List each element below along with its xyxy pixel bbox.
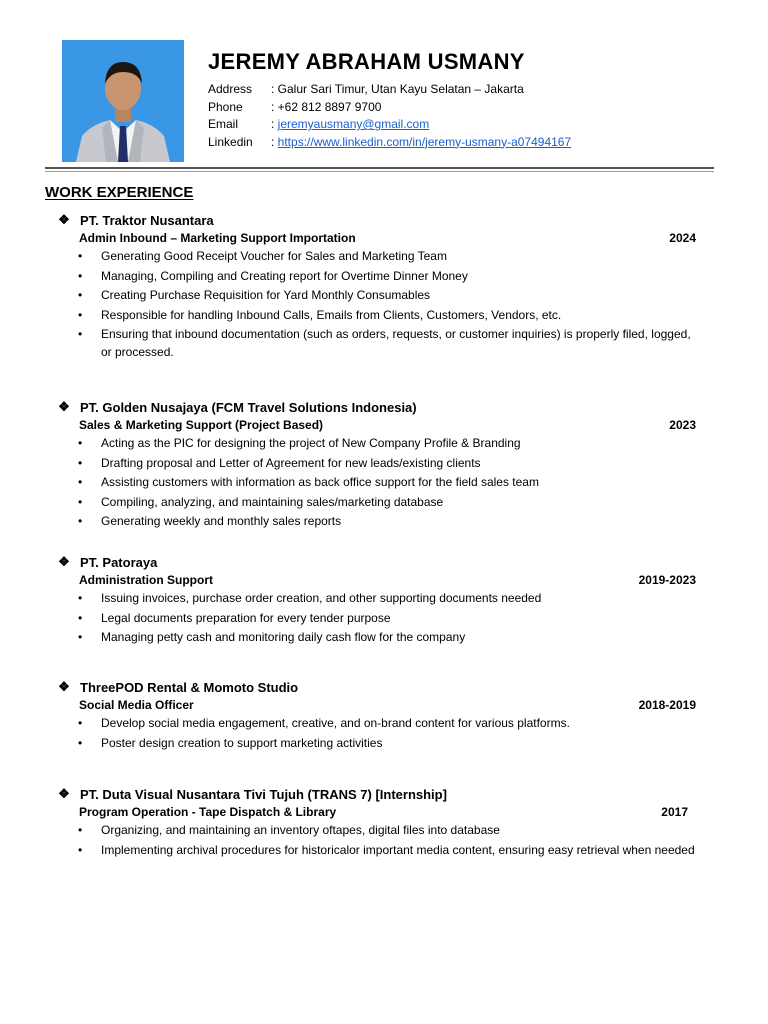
role-title: Sales & Marketing Support (Project Based) bbox=[79, 418, 324, 432]
bullet-icon: • bbox=[78, 436, 83, 450]
duty-item bbox=[56, 822, 696, 840]
duty-item bbox=[56, 287, 696, 305]
duty-list bbox=[56, 248, 696, 361]
section-title-work-experience: WORK EXPERIENCE bbox=[45, 184, 194, 201]
contact-label: Phone bbox=[208, 99, 243, 114]
company-name: PT. Patoraya bbox=[80, 554, 158, 570]
duty-text: Managing petty cash and monitoring daily cash flow for the company bbox=[101, 630, 466, 644]
duty-text: Creating Purchase Requisition for Yard Monthly Consumables bbox=[101, 288, 431, 302]
contact-label: Address bbox=[208, 82, 253, 96]
job-year: 2023 bbox=[669, 418, 696, 432]
role-row bbox=[79, 696, 696, 714]
contact-label: Linkedin bbox=[208, 134, 253, 149]
bullet-icon: • bbox=[78, 842, 83, 857]
duty-item bbox=[56, 590, 696, 608]
duty-item bbox=[56, 610, 696, 628]
job-year: 2024 bbox=[669, 231, 696, 245]
job-entry-5 bbox=[56, 785, 696, 861]
duty-item bbox=[56, 513, 696, 531]
bullet-icon: • bbox=[78, 716, 83, 730]
duty-list bbox=[56, 590, 696, 647]
contact-separator: : bbox=[271, 117, 278, 131]
job-year: 2018-2019 bbox=[638, 698, 696, 712]
company-row bbox=[56, 398, 696, 416]
role-row bbox=[79, 416, 696, 434]
duty-text: Generating Good Receipt Voucher for Sales and Marketing Team bbox=[101, 249, 447, 263]
duty-text: Generating weekly and monthly sales reports bbox=[101, 514, 342, 528]
duty-text: Implementing archival procedures for historicalor important media content, ensuring easy retrieval when needed bbox=[101, 842, 695, 857]
bullet-icon: • bbox=[78, 249, 83, 263]
duty-text: Ensuring that inbound documentation (such as orders, requests, or customer inquiries) is properly filed, logged, or processed. bbox=[101, 327, 691, 359]
bullet-icon: • bbox=[78, 307, 83, 322]
bullet-icon: • bbox=[78, 514, 83, 528]
contact-block bbox=[208, 81, 571, 151]
company-row bbox=[56, 553, 696, 571]
role-title: Program Operation - Tape Dispatch & Library bbox=[79, 805, 337, 819]
bullet-icon: • bbox=[78, 823, 83, 837]
bullet-icon: • bbox=[78, 494, 83, 509]
diamond-bullet-icon: ❖ bbox=[58, 554, 70, 569]
role-row bbox=[79, 803, 696, 821]
profile-photo-image bbox=[62, 40, 184, 162]
diamond-bullet-icon: ❖ bbox=[58, 212, 70, 227]
role-title: Administration Support bbox=[79, 573, 213, 587]
company-name: PT. Traktor Nusantara bbox=[80, 212, 214, 228]
company-row bbox=[56, 678, 696, 696]
duty-list bbox=[56, 822, 696, 859]
contact-value: : +62 812 8897 9700 bbox=[271, 99, 382, 114]
job-entry-2 bbox=[56, 398, 696, 533]
contact-separator: : bbox=[271, 134, 278, 149]
duty-item bbox=[56, 842, 696, 860]
company-row bbox=[56, 211, 696, 229]
header-divider-thin bbox=[45, 171, 714, 172]
duty-text: Organizing, and maintaining an inventory oftapes, digital files into database bbox=[101, 823, 500, 837]
duty-text: Legal documents preparation for every tender purpose bbox=[101, 610, 391, 625]
diamond-bullet-icon: ❖ bbox=[58, 786, 70, 801]
bullet-icon: • bbox=[78, 591, 83, 605]
bullet-icon: • bbox=[78, 475, 83, 489]
role-row bbox=[79, 229, 696, 247]
company-name: PT. Duta Visual Nusantara Tivi Tujuh (TRANS 7) [Internship] bbox=[80, 786, 447, 802]
role-title: Admin Inbound – Marketing Support Importation bbox=[79, 231, 356, 245]
duty-list bbox=[56, 435, 696, 531]
contact-phone bbox=[208, 99, 571, 117]
bullet-icon: • bbox=[78, 735, 83, 750]
job-entry-4 bbox=[56, 678, 696, 754]
header-divider bbox=[45, 167, 714, 169]
job-entry-3 bbox=[56, 553, 696, 649]
duty-item bbox=[56, 435, 696, 453]
profile-photo bbox=[62, 40, 184, 162]
contact-value: : Galur Sari Timur, Utan Kayu Selatan – Jakarta bbox=[271, 82, 524, 96]
linkedin-link[interactable]: https://www.linkedin.com/in/jeremy-usmany-a07494167 bbox=[277, 134, 572, 149]
company-name: PT. Golden Nusajaya (FCM Travel Solutions Indonesia) bbox=[80, 399, 417, 415]
contact-address bbox=[208, 81, 571, 99]
role-row bbox=[79, 571, 696, 589]
diamond-bullet-icon: ❖ bbox=[58, 399, 70, 414]
contact-label: Email bbox=[208, 117, 239, 131]
job-year: 2019-2023 bbox=[638, 573, 696, 587]
duty-item bbox=[56, 268, 696, 286]
duty-text: Assisting customers with information as back office support for the field sales team bbox=[101, 475, 539, 489]
duty-item bbox=[56, 494, 696, 512]
duty-text: Drafting proposal and Letter of Agreement for new leads/existing clients bbox=[101, 455, 481, 470]
duty-text: Issuing invoices, purchase order creation, and other supporting documents needed bbox=[101, 591, 542, 605]
duty-text: Compiling, analyzing, and maintaining sales/marketing database bbox=[101, 494, 444, 509]
duty-item bbox=[56, 715, 696, 733]
bullet-icon: • bbox=[78, 268, 83, 283]
bullet-icon: • bbox=[78, 630, 83, 644]
duty-item bbox=[56, 248, 696, 266]
contact-email bbox=[208, 116, 571, 134]
company-name: ThreePOD Rental & Momoto Studio bbox=[80, 679, 299, 695]
duty-text: Develop social media engagement, creative, and on-brand content for various platforms. bbox=[101, 716, 570, 730]
duty-item bbox=[56, 629, 696, 647]
duty-text: Poster design creation to support marketing activities bbox=[101, 735, 383, 750]
duty-item bbox=[56, 455, 696, 473]
job-entry-1 bbox=[56, 211, 696, 363]
company-row bbox=[56, 785, 696, 803]
duty-item bbox=[56, 474, 696, 492]
bullet-icon: • bbox=[78, 610, 83, 625]
duty-text: Acting as the PIC for designing the project of New Company Profile & Branding bbox=[101, 436, 521, 450]
email-link[interactable]: jeremyausmany@gmail.com bbox=[277, 117, 430, 131]
bullet-icon: • bbox=[78, 288, 83, 302]
candidate-name: JEREMY ABRAHAM USMANY bbox=[208, 49, 525, 74]
duty-text: Responsible for handling Inbound Calls, Emails from Clients, Customers, Vendors, etc. bbox=[101, 307, 562, 322]
bullet-icon: • bbox=[78, 327, 83, 341]
duty-list bbox=[56, 715, 696, 752]
duty-text: Managing, Compiling and Creating report for Overtime Dinner Money bbox=[101, 268, 468, 283]
duty-item bbox=[56, 735, 696, 753]
role-title: Social Media Officer bbox=[79, 698, 194, 712]
bullet-icon: • bbox=[78, 455, 83, 470]
job-year: 2017 bbox=[661, 805, 688, 819]
duty-item bbox=[56, 326, 696, 361]
duty-item bbox=[56, 307, 696, 325]
diamond-bullet-icon: ❖ bbox=[58, 679, 70, 694]
contact-linkedin bbox=[208, 134, 571, 152]
